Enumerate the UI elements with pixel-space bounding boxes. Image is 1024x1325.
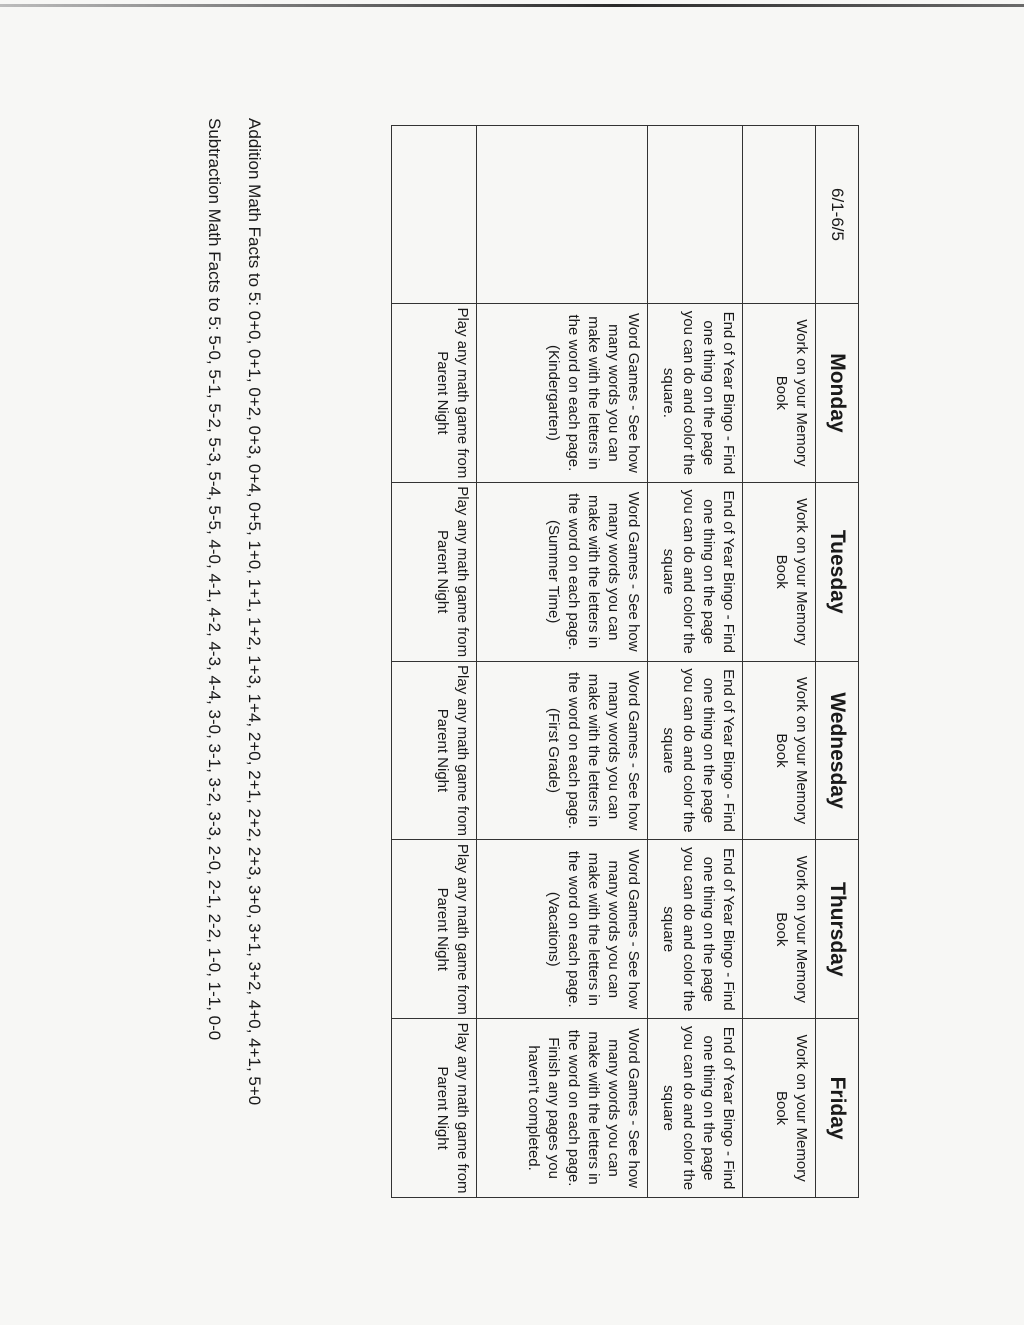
weekly-schedule-table <box>391 125 859 1198</box>
day-header-wednesday: Wednesday <box>816 661 859 840</box>
table-row <box>743 126 816 1198</box>
task-cell: End of Year Bingo - Find one thing on the page you can do and color the square <box>648 1019 743 1198</box>
task-cell: End of Year Bingo - Find one thing on the page you can do and color the square <box>648 661 743 840</box>
task-cell: Word Games - See how many words you can make with the letters in the word on each page. (Summer Time) <box>477 482 648 661</box>
task-cell: Word Games - See how many words you can make with the letters in the word on each page. Finish any pages you haven't completed. <box>477 1019 648 1198</box>
task-cell: End of Year Bingo - Find one thing on the page you can do and color the square <box>648 840 743 1019</box>
task-cell: Play any math game from Parent Night <box>392 661 477 840</box>
task-cell: Play any math game from Parent Night <box>392 304 477 483</box>
task-cell: Work on your Memory Book <box>743 482 816 661</box>
addition-facts-line: Addition Math Facts to 5: 0+0, 0+1, 0+2, 0+3, 0+4, 0+5, 1+0, 1+1, 1+2, 1+3, 1+4, 2+0, 2+1, 2+2, 2+3, 3+0, 3+1, 3+2, 4+0, 4+1, 5+0 <box>245 118 264 1106</box>
task-cell: Play any math game from Parent Night <box>392 1019 477 1198</box>
row-label-cell <box>477 126 648 304</box>
day-header-monday: Monday <box>816 304 859 483</box>
week-range: 6/1-6/5 <box>816 126 859 304</box>
row-label-cell <box>743 126 816 304</box>
task-cell: Play any math game from Parent Night <box>392 482 477 661</box>
task-cell: Word Games - See how many words you can make with the letters in the word on each page. (First Grade) <box>477 661 648 840</box>
header-row <box>816 126 859 1198</box>
task-cell: Play any math game from Parent Night <box>392 840 477 1019</box>
table-row <box>477 126 648 1198</box>
row-label-cell <box>392 126 477 304</box>
task-cell: Word Games - See how many words you can make with the letters in the word on each page. (Kindergarten) <box>477 304 648 483</box>
day-header-tuesday: Tuesday <box>816 482 859 661</box>
task-cell: Work on your Memory Book <box>743 1019 816 1198</box>
task-cell: Work on your Memory Book <box>743 661 816 840</box>
task-cell: End of Year Bingo - Find one thing on the page you can do and color the square. <box>648 304 743 483</box>
task-cell: Work on your Memory Book <box>743 840 816 1019</box>
task-cell: Word Games - See how many words you can make with the letters in the word on each page. (Vacations) <box>477 840 648 1019</box>
table-row <box>648 126 743 1198</box>
task-cell: Work on your Memory Book <box>743 304 816 483</box>
day-header-thursday: Thursday <box>816 840 859 1019</box>
day-header-friday: Friday <box>816 1019 859 1198</box>
row-label-cell <box>648 126 743 304</box>
task-cell: End of Year Bingo - Find one thing on the page you can do and color the square <box>648 482 743 661</box>
table-row <box>392 126 477 1198</box>
subtraction-facts-line: Subtraction Math Facts to 5: 5-0, 5-1, 5-2, 5-3, 5-4, 5-5, 4-0, 4-1, 4-2, 4-3, 4-4, 3-0, 3-1, 3-2, 3-3, 2-0, 2-1, 2-2, 1-0, 1-1, 0-0 <box>205 118 224 1041</box>
